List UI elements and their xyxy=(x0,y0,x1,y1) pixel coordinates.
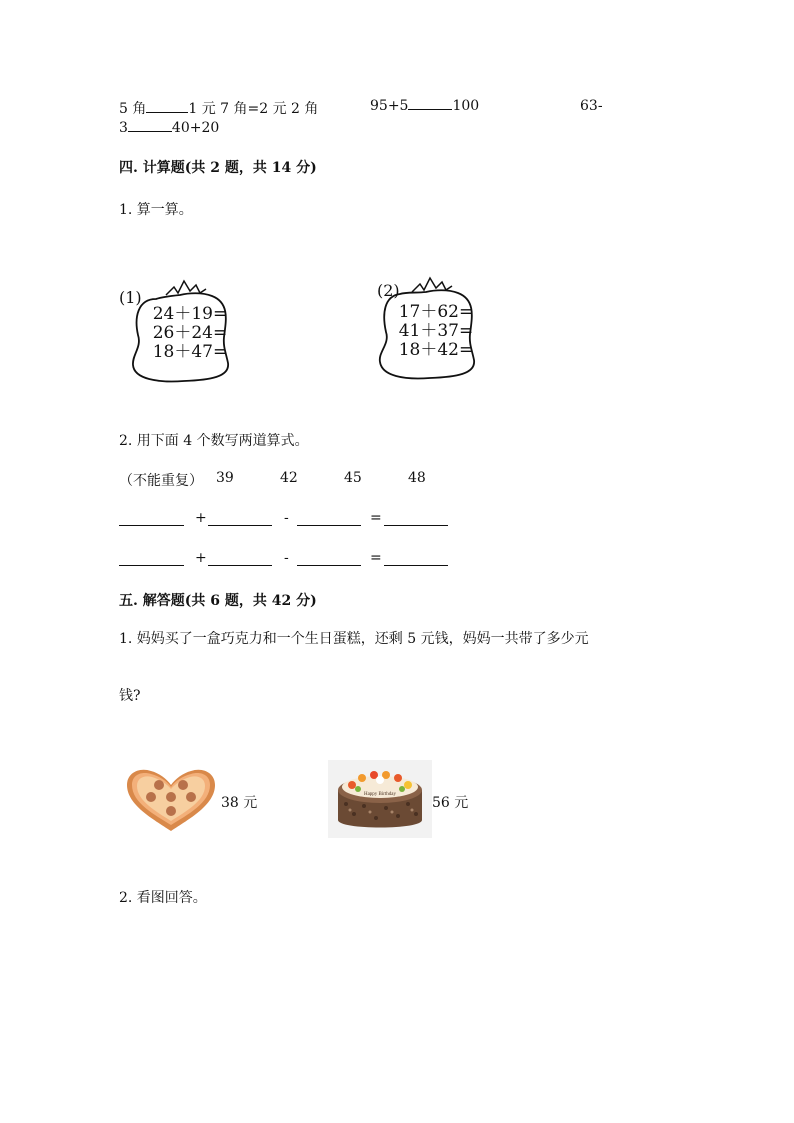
compare-text: 1 元 7 角=2 元 2 角 xyxy=(188,101,319,117)
equation-blank[interactable] xyxy=(384,525,448,526)
equation-blank[interactable] xyxy=(119,525,184,526)
section-4-title: 四. 计算题(共 2 题，共 14 分) xyxy=(119,160,317,176)
q5-1-line-2: 钱? xyxy=(119,688,141,704)
equation: 26＋24= xyxy=(152,323,228,343)
compare-item-3a: 63- xyxy=(580,98,603,114)
equation-blank[interactable] xyxy=(208,525,272,526)
compare-text: 40+20 xyxy=(171,120,220,136)
answer-blank[interactable] xyxy=(408,108,452,110)
chocolate-price: 38 元 xyxy=(221,795,258,811)
compare-text: 100 xyxy=(452,98,480,114)
q4-1-title: 1. 算一算。 xyxy=(119,202,193,218)
cake-label-text: Happy Birthday xyxy=(363,792,397,797)
number-4: 48 xyxy=(408,470,426,486)
q5-2-title: 2. 看图回答。 xyxy=(119,890,207,906)
equation-blank[interactable] xyxy=(297,565,361,566)
equals-sign: = xyxy=(370,510,382,526)
equation-blank[interactable] xyxy=(119,565,184,566)
section-5-title: 五. 解答题(共 6 题，共 42 分) xyxy=(119,593,317,609)
q5-1-line-1: 1. 妈妈买了一盒巧克力和一个生日蛋糕，还剩 5 元钱，妈妈一共带了多少元 xyxy=(119,631,589,647)
compare-item-2 xyxy=(370,98,479,114)
plus-sign: + xyxy=(195,510,207,526)
equation-blank[interactable] xyxy=(384,565,448,566)
compare-text: 3 xyxy=(119,120,128,136)
q4-2-hint: （不能重复） xyxy=(119,473,203,489)
equation: 41＋37= xyxy=(398,321,474,341)
equation: 18＋42= xyxy=(398,340,474,360)
cake-price: 56 元 xyxy=(432,795,469,811)
number-3: 45 xyxy=(344,470,362,486)
compare-text: 5 角 xyxy=(119,101,147,117)
birthday-cake-icon xyxy=(328,760,432,838)
equation: 17＋62= xyxy=(398,302,474,322)
chocolate-box-icon xyxy=(123,765,219,837)
minus-sign: - xyxy=(284,550,289,566)
equation-blank[interactable] xyxy=(297,525,361,526)
equals-sign: = xyxy=(370,550,382,566)
compare-item-1 xyxy=(119,98,318,118)
group-1-label: (1) xyxy=(119,288,142,307)
answer-blank[interactable] xyxy=(146,111,188,113)
equation: 24＋19= xyxy=(152,304,228,324)
compare-text: 95+5 xyxy=(370,98,409,114)
equation-blank[interactable] xyxy=(208,565,272,566)
equation: 18＋47= xyxy=(152,342,228,362)
number-1: 39 xyxy=(216,470,234,486)
compare-item-3b xyxy=(119,120,219,136)
q4-2-title: 2. 用下面 4 个数写两道算式。 xyxy=(119,433,309,449)
number-2: 42 xyxy=(280,470,298,486)
minus-sign: - xyxy=(284,510,289,526)
plus-sign: + xyxy=(195,550,207,566)
group-2-label: (2) xyxy=(377,281,400,300)
answer-blank[interactable] xyxy=(128,130,172,132)
